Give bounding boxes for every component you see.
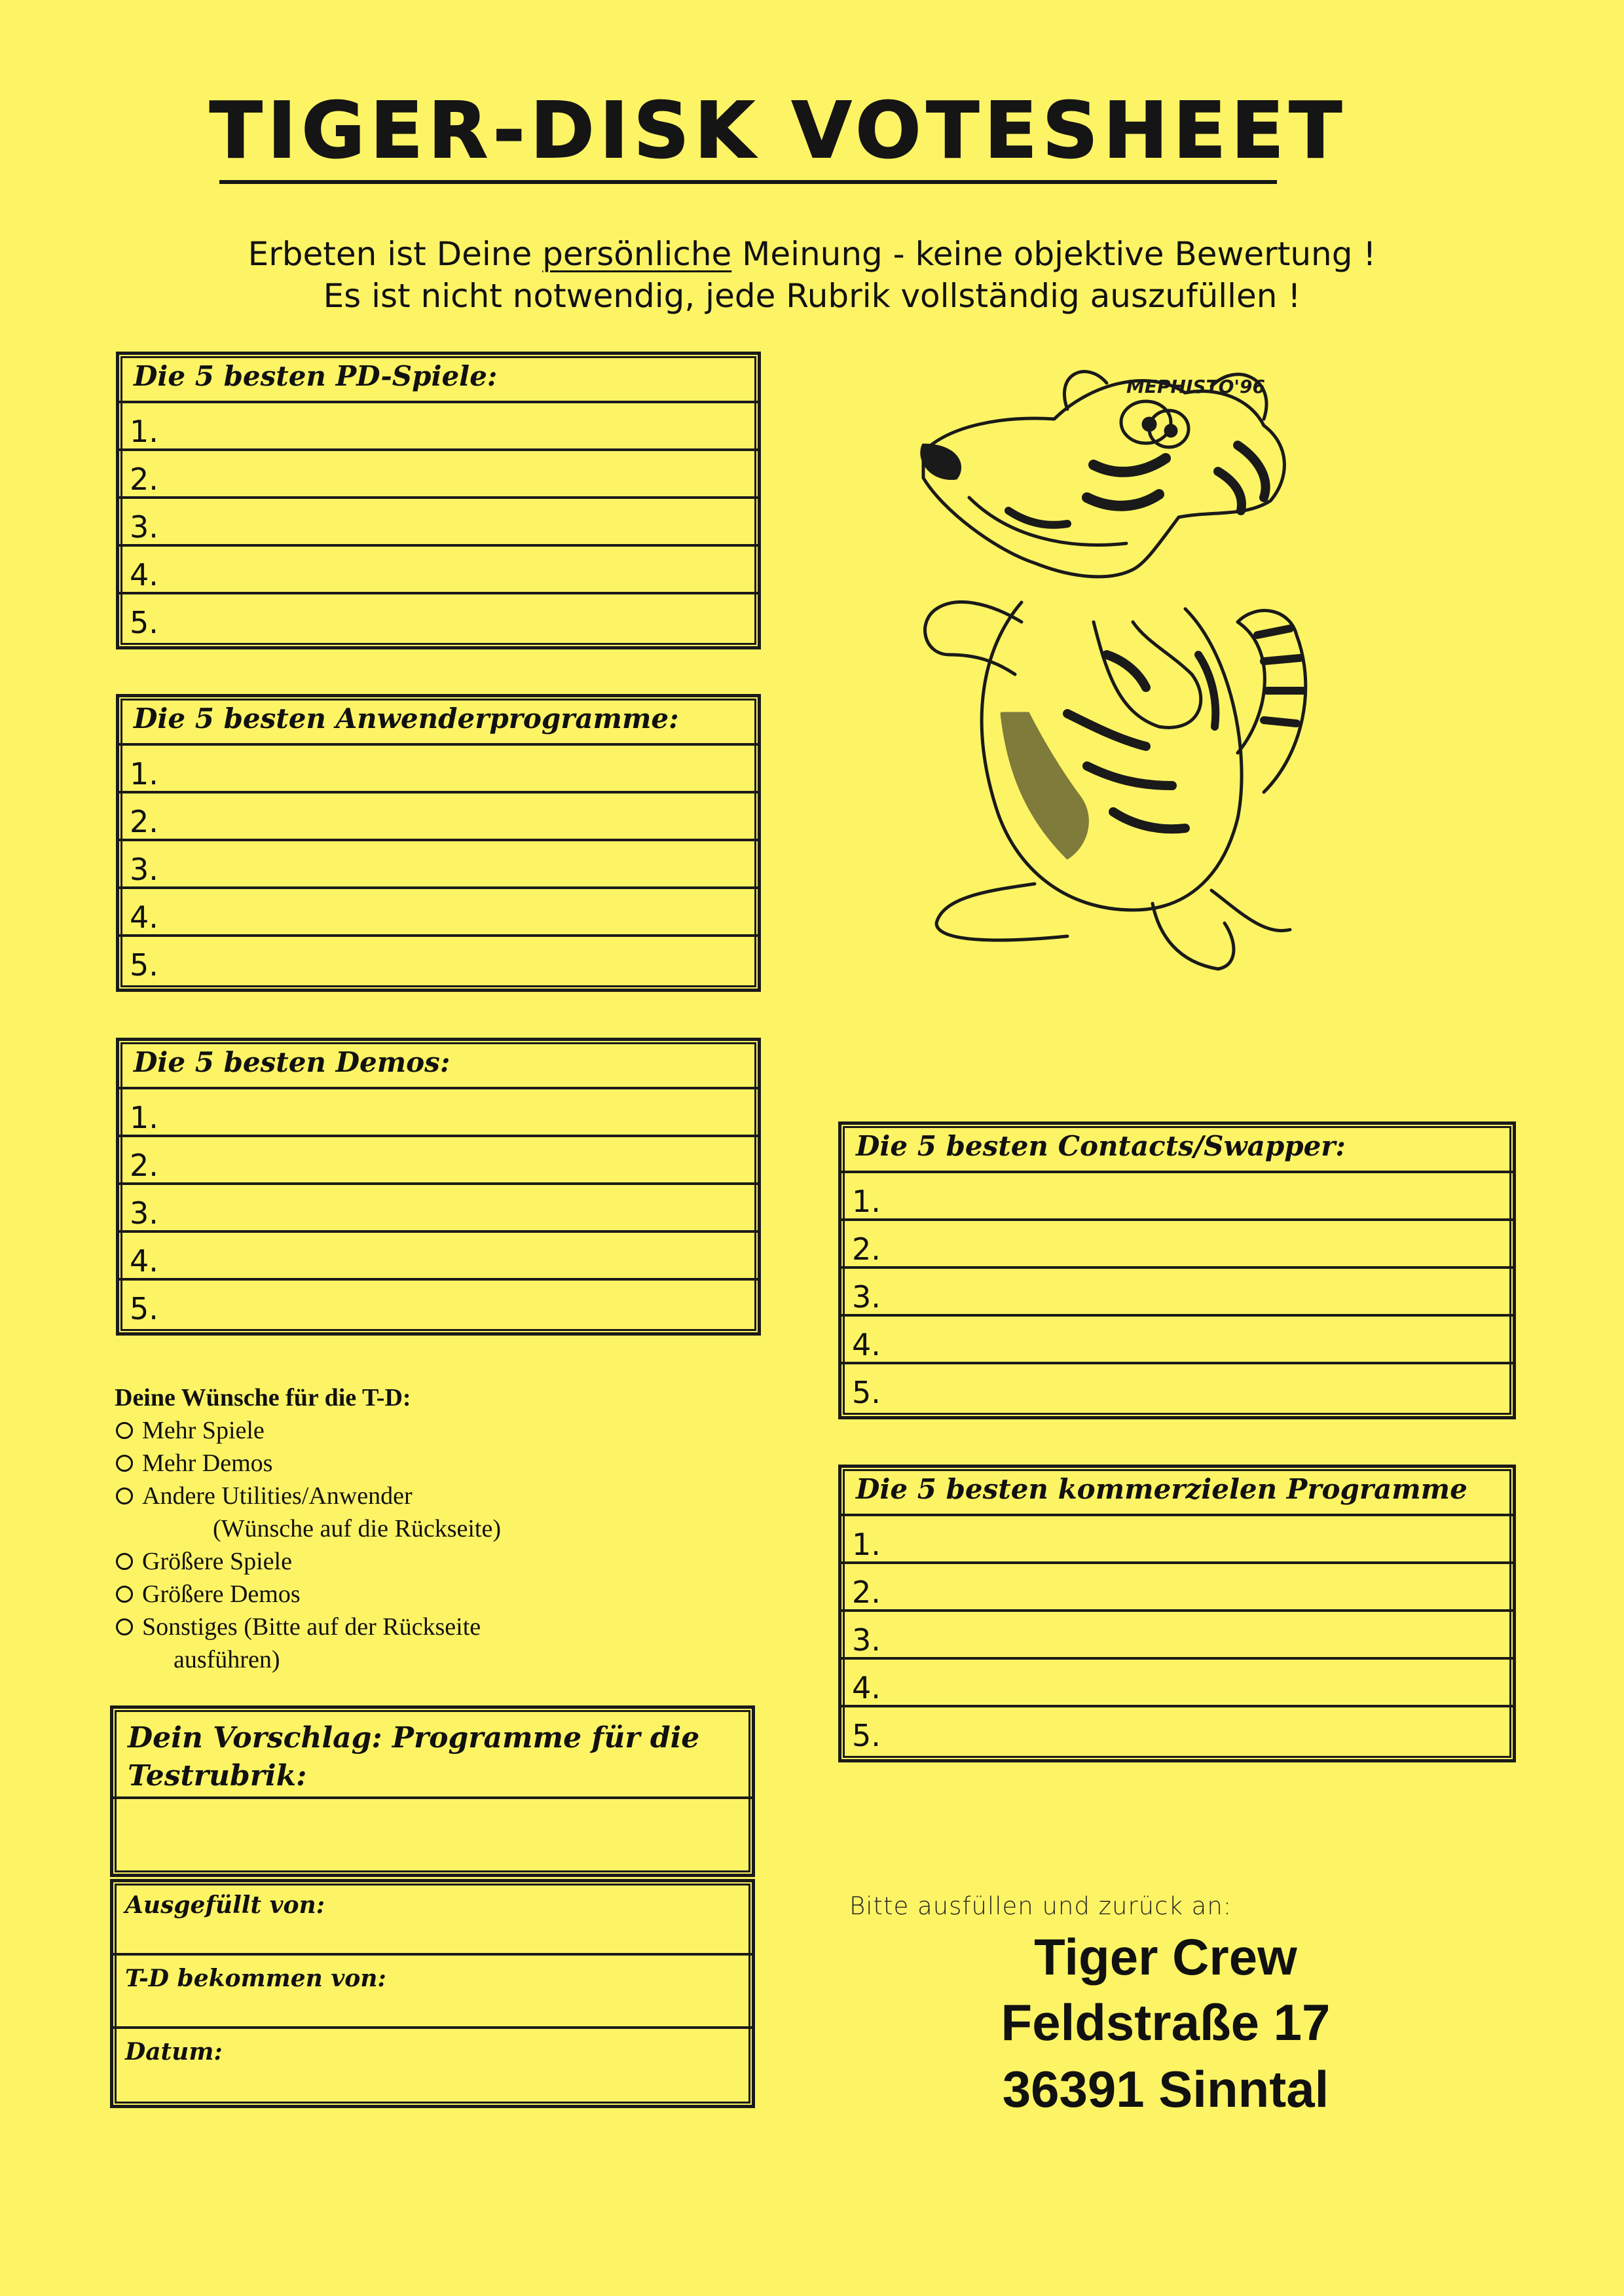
box-title: Die 5 besten Demos:	[119, 1041, 758, 1089]
filled-by-field[interactable]: Ausgefüllt von:	[113, 1882, 752, 1956]
entry-row[interactable]: 2.	[841, 1564, 1513, 1612]
box-user-programs	[116, 694, 761, 992]
intro-text: Erbeten ist Deine	[248, 235, 543, 273]
proposal-input[interactable]	[113, 1799, 752, 1874]
proposal-line-1: Dein Vorschlag: Programme für die	[128, 1721, 700, 1755]
wish-option[interactable]	[115, 1414, 501, 1447]
address-street: Feldstraße 17	[1001, 1994, 1331, 2051]
entry-row[interactable]: 2.	[841, 1221, 1513, 1269]
wish-label: Größere Spiele	[142, 1548, 292, 1575]
box-title: Die 5 besten Anwenderprogramme:	[119, 697, 758, 746]
radio-circle-icon[interactable]	[116, 1618, 133, 1635]
box-title: Die 5 besten Contacts/Swapper:	[841, 1125, 1513, 1173]
wish-option[interactable]	[115, 1545, 501, 1578]
proposal-heading	[113, 1709, 752, 1799]
radio-circle-icon[interactable]	[116, 1487, 133, 1504]
page-title: TIGER-DISK VOTESHEET	[210, 85, 1348, 175]
entry-row[interactable]: 3.	[119, 841, 758, 889]
entry-row[interactable]: 4.	[841, 1317, 1513, 1364]
artist-signature: MEPHISTO'96	[1126, 376, 1265, 397]
intro-line-2: Es ist nicht notwendig, jede Rubrik vollständig auszufüllen !	[323, 277, 1301, 315]
entry-row[interactable]: 4.	[119, 889, 758, 937]
entry-row[interactable]: 4.	[119, 547, 758, 594]
box-proposal	[110, 1705, 755, 1877]
entry-row[interactable]: 2.	[119, 451, 758, 499]
radio-circle-icon[interactable]	[116, 1586, 133, 1603]
intro-text: Meinung - keine objektive Bewertung !	[731, 235, 1376, 273]
wishes-list	[115, 1381, 501, 1676]
wish-label-continuation: ausführen)	[174, 1646, 280, 1673]
box-demos	[116, 1038, 761, 1336]
wish-label-continuation: (Wünsche auf die Rückseite)	[213, 1515, 501, 1542]
address-name: Tiger Crew	[1034, 1928, 1297, 1986]
received-from-field[interactable]: T-D bekommen von:	[113, 1956, 752, 2029]
entry-row[interactable]: 1.	[119, 403, 758, 451]
entry-row[interactable]: 4.	[119, 1233, 758, 1281]
wish-label: Andere Utilities/Anwender	[142, 1482, 413, 1510]
title-underline	[219, 180, 1277, 184]
entry-row[interactable]: 3.	[841, 1612, 1513, 1660]
wish-option[interactable]	[115, 1447, 501, 1480]
wish-option[interactable]	[115, 1578, 501, 1611]
entry-row[interactable]: 2.	[119, 793, 758, 841]
return-note: Bitte ausfüllen und zurück an:	[849, 1892, 1232, 1920]
entry-row[interactable]: 1.	[119, 1089, 758, 1137]
wish-option[interactable]	[115, 1611, 501, 1643]
radio-circle-icon[interactable]	[116, 1553, 133, 1570]
wishes-heading: Deine Wünsche für die T-D:	[115, 1384, 411, 1412]
intro-emphasis: persönliche	[542, 235, 732, 273]
address-city: 36391 Sinntal	[1002, 2060, 1329, 2118]
proposal-line-2: Testrubrik:	[128, 1759, 307, 1793]
wish-option[interactable]	[115, 1480, 501, 1512]
entry-row[interactable]: 4.	[841, 1660, 1513, 1707]
entry-row[interactable]: 3.	[841, 1269, 1513, 1317]
box-pd-games	[116, 352, 761, 649]
entry-row[interactable]: 2.	[119, 1137, 758, 1185]
intro-line-1	[0, 235, 1624, 273]
wish-label: Mehr Spiele	[142, 1417, 265, 1444]
wish-label: Sonstiges (Bitte auf der Rückseite	[142, 1613, 481, 1641]
wish-label: Mehr Demos	[142, 1449, 273, 1477]
entry-row[interactable]: 5.	[130, 605, 158, 640]
entry-row[interactable]: 3.	[119, 1185, 758, 1233]
box-contacts	[838, 1121, 1516, 1419]
entry-row[interactable]: 1.	[841, 1516, 1513, 1564]
wish-label: Größere Demos	[142, 1580, 301, 1608]
entry-row[interactable]: 5.	[130, 1291, 158, 1326]
entry-row[interactable]: 5.	[130, 947, 158, 983]
box-commercial	[838, 1465, 1516, 1762]
entry-row[interactable]: 5.	[852, 1718, 881, 1753]
entry-row[interactable]: 1.	[119, 746, 758, 793]
radio-circle-icon[interactable]	[116, 1455, 133, 1472]
box-sender	[110, 1879, 755, 2108]
entry-row[interactable]: 3.	[119, 499, 758, 547]
entry-row[interactable]: 5.	[852, 1375, 881, 1410]
tiger-illustration	[871, 347, 1395, 1080]
box-title: Die 5 besten PD-Spiele:	[119, 355, 758, 403]
radio-circle-icon[interactable]	[116, 1422, 133, 1439]
box-title: Die 5 besten kommerzielen Programme	[841, 1468, 1513, 1516]
entry-row[interactable]: 1.	[841, 1173, 1513, 1221]
date-field[interactable]: Datum:	[125, 2038, 223, 2066]
